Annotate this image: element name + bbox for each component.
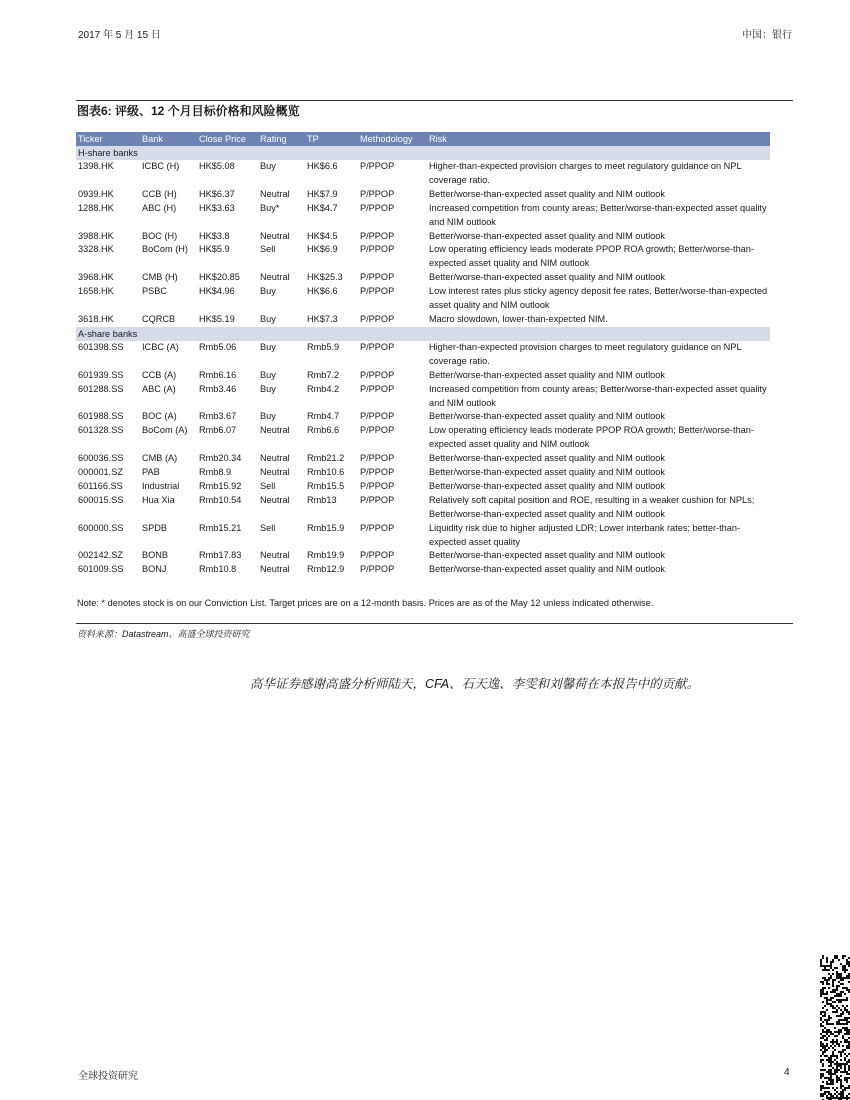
- cell-methodology: P/PPOP: [360, 313, 395, 324]
- cell-risk: Liquidity risk due to higher adjusted LDR; Lower interbank rates; better-than-expected asset quality: [429, 522, 741, 547]
- cell-bank: BoCom (H): [142, 244, 188, 255]
- cell-tp: HK$7.3: [307, 313, 338, 324]
- cell-bank: ICBC (H): [142, 161, 180, 171]
- cell-ticker: 601009.SS: [78, 564, 124, 575]
- cell-risk: Higher-than-expected provision charges to meet regulatory guidance on NPL coverage ratio.: [429, 341, 742, 366]
- cell-ticker: 601328.SS: [78, 425, 124, 436]
- cell-tp: Rmb5.9: [307, 341, 340, 352]
- table-row: [76, 466, 770, 480]
- cell-bank: CQRCB: [142, 313, 176, 324]
- cell-rating: Buy: [260, 341, 276, 352]
- cell-risk: Better/worse-than-expected asset quality and NIM outlook: [429, 550, 665, 561]
- cell-ticker: 600000.SS: [78, 522, 124, 533]
- cell-rating: Neutral: [260, 494, 290, 505]
- cell-rating: Buy: [260, 161, 276, 171]
- cell-risk: Better/worse-than-expected asset quality and NIM outlook: [429, 480, 665, 491]
- col-header-bank: Bank: [140, 132, 197, 146]
- cell-bank: CMB (H): [142, 272, 178, 283]
- cell-bank: ABC (H): [142, 202, 177, 213]
- cell-close-price: Rmb6.07: [199, 425, 237, 436]
- col-header-methodology: Methodology: [358, 132, 427, 146]
- page-number: 4: [784, 1067, 790, 1078]
- exhibit-title: 图表6: 评级、12 个月目标价格和风险概览: [77, 104, 300, 118]
- col-header-ticker: Ticker: [76, 132, 140, 146]
- table-row: [76, 243, 770, 271]
- cell-ticker: 1658.HK: [78, 286, 114, 297]
- table-row: [76, 271, 770, 285]
- cell-close-price: Rmb20.34: [199, 453, 242, 464]
- cell-close-price: Rmb15.21: [199, 522, 242, 533]
- cell-methodology: P/PPOP: [360, 161, 395, 171]
- cell-methodology: P/PPOP: [360, 550, 395, 561]
- cell-methodology: P/PPOP: [360, 467, 395, 478]
- cell-risk: Low operating efficiency leads moderate PPOP ROA growth; Better/worse-than-expected asset quality and NIM outlook: [429, 244, 754, 269]
- section-row: [76, 146, 770, 160]
- cell-ticker: 3968.HK: [78, 272, 114, 283]
- cell-tp: Rmb13: [307, 494, 337, 505]
- cell-tp: HK$25.3: [307, 272, 343, 283]
- cell-bank: PAB: [142, 467, 160, 478]
- table-row: [76, 202, 770, 230]
- cell-rating: Buy: [260, 369, 276, 380]
- cell-ticker: 600015.SS: [78, 494, 124, 505]
- cell-bank: BoCom (A): [142, 425, 188, 436]
- cell-bank: BOC (A): [142, 411, 177, 422]
- table-row: [76, 494, 770, 522]
- cell-ticker: 601988.SS: [78, 411, 124, 422]
- cell-rating: Neutral: [260, 272, 290, 283]
- cell-close-price: Rmb15.92: [199, 480, 242, 491]
- footer-rule: [76, 623, 793, 624]
- cell-methodology: P/PPOP: [360, 244, 395, 255]
- cell-rating: Neutral: [260, 188, 290, 199]
- cell-tp: HK$6.6: [307, 286, 338, 297]
- cell-close-price: HK$6.37: [199, 188, 235, 199]
- cell-tp: Rmb4.7: [307, 411, 340, 422]
- cell-ticker: 3618.HK: [78, 313, 114, 324]
- cell-methodology: P/PPOP: [360, 494, 395, 505]
- cell-bank: CCB (H): [142, 188, 177, 199]
- cell-close-price: HK$4.96: [199, 286, 235, 297]
- cell-methodology: P/PPOP: [360, 453, 395, 464]
- cell-methodology: P/PPOP: [360, 411, 395, 422]
- cell-bank: Industrial: [142, 480, 180, 491]
- cell-rating: Neutral: [260, 425, 290, 436]
- cell-close-price: HK$5.9: [199, 244, 230, 255]
- cell-methodology: P/PPOP: [360, 341, 395, 352]
- cell-tp: Rmb19.9: [307, 550, 345, 561]
- section-label: H-share banks: [76, 146, 770, 160]
- cell-close-price: HK$5.19: [199, 313, 235, 324]
- cell-close-price: Rmb10.54: [199, 494, 242, 505]
- cell-risk: Better/worse-than-expected asset quality and NIM outlook: [429, 369, 665, 380]
- cell-rating: Buy: [260, 411, 276, 422]
- cell-risk: Better/worse-than-expected asset quality and NIM outlook: [429, 467, 665, 478]
- cell-ticker: 600036.SS: [78, 453, 124, 464]
- cell-risk: Better/worse-than-expected asset quality and NIM outlook: [429, 411, 665, 422]
- cell-bank: BONB: [142, 550, 169, 561]
- cell-bank: CMB (A): [142, 453, 178, 464]
- cell-methodology: P/PPOP: [360, 564, 395, 575]
- cell-ticker: 0939.HK: [78, 188, 114, 199]
- cell-methodology: P/PPOP: [360, 286, 395, 297]
- table-row: [76, 341, 770, 369]
- cell-risk: Better/worse-than-expected asset quality and NIM outlook: [429, 188, 665, 199]
- cell-risk: Macro slowdown, lower-than-expected NIM.: [429, 313, 608, 324]
- cell-rating: Sell: [260, 522, 276, 533]
- cell-methodology: P/PPOP: [360, 480, 395, 491]
- cell-rating: Buy*: [260, 202, 280, 213]
- cell-risk: Low operating efficiency leads moderate PPOP ROA growth; Better/worse-than-expected asset quality and NIM outlook: [429, 425, 754, 450]
- cell-rating: Neutral: [260, 453, 290, 464]
- cell-close-price: HK$3.8: [199, 230, 230, 241]
- cell-methodology: P/PPOP: [360, 188, 395, 199]
- cell-risk: Higher-than-expected provision charges to meet regulatory guidance on NPL coverage ratio.: [429, 161, 742, 185]
- rating-risk-table: [76, 132, 770, 577]
- cell-risk: Increased competition from county areas; Better/worse-than-expected asset quality and NIM outlook: [429, 202, 767, 227]
- cell-close-price: Rmb3.67: [199, 411, 237, 422]
- cell-ticker: 3988.HK: [78, 230, 114, 241]
- cell-close-price: Rmb10.8: [199, 564, 237, 575]
- cell-rating: Buy: [260, 383, 276, 394]
- cell-methodology: P/PPOP: [360, 383, 395, 394]
- cell-close-price: Rmb17.83: [199, 550, 242, 561]
- acknowledgement: 高华证券感谢高盛分析师陆天，CFA、石天逸、李雯和刘馨荷在本报告中的贡献。: [250, 677, 700, 691]
- cell-rating: Buy: [260, 286, 276, 297]
- cell-close-price: Rmb8.9: [199, 467, 232, 478]
- qr-code-image: [820, 955, 850, 1100]
- cell-bank: Hua Xia: [142, 494, 175, 505]
- cell-tp: Rmb12.9: [307, 564, 345, 575]
- footer-brand: 全球投资研究: [78, 1071, 138, 1082]
- table-row: [76, 285, 770, 313]
- cell-ticker: 000001.SZ: [78, 467, 123, 478]
- cell-bank: SPDB: [142, 522, 168, 533]
- col-header-tp: TP: [305, 132, 358, 146]
- table-row: [76, 480, 770, 494]
- table-row: [76, 410, 770, 424]
- table-header-row: [76, 132, 770, 146]
- cell-rating: Sell: [260, 480, 276, 491]
- cell-tp: HK$4.7: [307, 202, 338, 213]
- section-row: [76, 327, 770, 341]
- cell-risk: Better/worse-than-expected asset quality and NIM outlook: [429, 564, 665, 575]
- cell-tp: HK$7.9: [307, 188, 338, 199]
- table-row: [76, 452, 770, 466]
- table-row: [76, 549, 770, 563]
- cell-tp: Rmb21.2: [307, 453, 345, 464]
- section-label: A-share banks: [76, 327, 770, 341]
- cell-tp: Rmb15.5: [307, 480, 345, 491]
- cell-ticker: 1398.HK: [78, 161, 114, 171]
- source-line: 资料来源：Datastream、高盛全球投资研究: [77, 629, 250, 639]
- cell-close-price: Rmb5.06: [199, 341, 237, 352]
- cell-bank: BONJ: [142, 564, 167, 575]
- cell-ticker: 601288.SS: [78, 383, 124, 394]
- table-row: [76, 563, 770, 577]
- cell-risk: Better/worse-than-expected asset quality and NIM outlook: [429, 272, 665, 283]
- cell-close-price: HK$20.85: [199, 272, 240, 283]
- cell-ticker: 601398.SS: [78, 341, 124, 352]
- report-date: 2017 年 5 月 15 日: [78, 30, 161, 41]
- table-body: [76, 146, 770, 577]
- cell-risk: Relatively soft capital position and ROE, resulting in a weaker cushion for NPLs; Better/worse-than-expected asset quality and NIM outlook: [429, 494, 755, 519]
- table-row: [76, 160, 770, 188]
- cell-tp: Rmb7.2: [307, 369, 340, 380]
- table-row: [76, 383, 770, 411]
- cell-close-price: HK$3.63: [199, 202, 235, 213]
- cell-rating: Neutral: [260, 467, 290, 478]
- cell-close-price: Rmb3.46: [199, 383, 237, 394]
- cell-ticker: 601939.SS: [78, 369, 124, 380]
- cell-bank: PSBC: [142, 286, 168, 297]
- cell-bank: ICBC (A): [142, 341, 179, 352]
- cell-methodology: P/PPOP: [360, 425, 395, 436]
- cell-methodology: P/PPOP: [360, 202, 395, 213]
- col-header-rating: Rating: [258, 132, 305, 146]
- table-row: [76, 188, 770, 202]
- report-sector: 中国：银行: [742, 30, 792, 41]
- cell-methodology: P/PPOP: [360, 272, 395, 283]
- cell-bank: CCB (A): [142, 369, 177, 380]
- cell-rating: Sell: [260, 244, 276, 255]
- cell-bank: ABC (A): [142, 383, 176, 394]
- cell-rating: Neutral: [260, 230, 290, 241]
- cell-methodology: P/PPOP: [360, 522, 395, 533]
- col-header-close-price: Close Price: [197, 132, 258, 146]
- header-rule: [76, 100, 793, 101]
- cell-risk: Better/worse-than-expected asset quality and NIM outlook: [429, 230, 665, 241]
- table-row: [76, 424, 770, 452]
- cell-risk: Increased competition from county areas; Better/worse-than-expected asset quality and NIM outlook: [429, 383, 767, 408]
- cell-ticker: 3328.HK: [78, 244, 114, 255]
- table-row: [76, 230, 770, 244]
- cell-close-price: HK$5.08: [199, 161, 235, 171]
- cell-tp: HK$6.9: [307, 244, 338, 255]
- cell-rating: Buy: [260, 313, 276, 324]
- cell-ticker: 1288.HK: [78, 202, 114, 213]
- cell-tp: Rmb4.2: [307, 383, 340, 394]
- cell-tp: Rmb15.9: [307, 522, 345, 533]
- cell-close-price: Rmb6.16: [199, 369, 237, 380]
- table-row: [76, 369, 770, 383]
- cell-bank: BOC (H): [142, 230, 178, 241]
- cell-ticker: 002142.SZ: [78, 550, 123, 561]
- cell-ticker: 601166.SS: [78, 480, 123, 491]
- cell-tp: HK$4.5: [307, 230, 338, 241]
- cell-tp: Rmb10.6: [307, 467, 345, 478]
- cell-tp: HK$6.6: [307, 161, 338, 171]
- table-row: [76, 313, 770, 327]
- cell-rating: Neutral: [260, 550, 290, 561]
- cell-methodology: P/PPOP: [360, 230, 395, 241]
- table-row: [76, 522, 770, 550]
- cell-methodology: P/PPOP: [360, 369, 395, 380]
- cell-tp: Rmb6.6: [307, 425, 340, 436]
- cell-rating: Neutral: [260, 564, 290, 575]
- cell-risk: Low interest rates plus sticky agency deposit fee rates, Better/worse-than-expected asset quality and NIM outlook: [429, 286, 768, 311]
- table-note: Note: * denotes stock is on our Conviction List. Target prices are on a 12-month basis. Prices are as of the May 12 unless indicated otherwise.: [77, 598, 654, 608]
- col-header-risk: Risk: [427, 132, 770, 146]
- cell-risk: Better/worse-than-expected asset quality and NIM outlook: [429, 453, 665, 464]
